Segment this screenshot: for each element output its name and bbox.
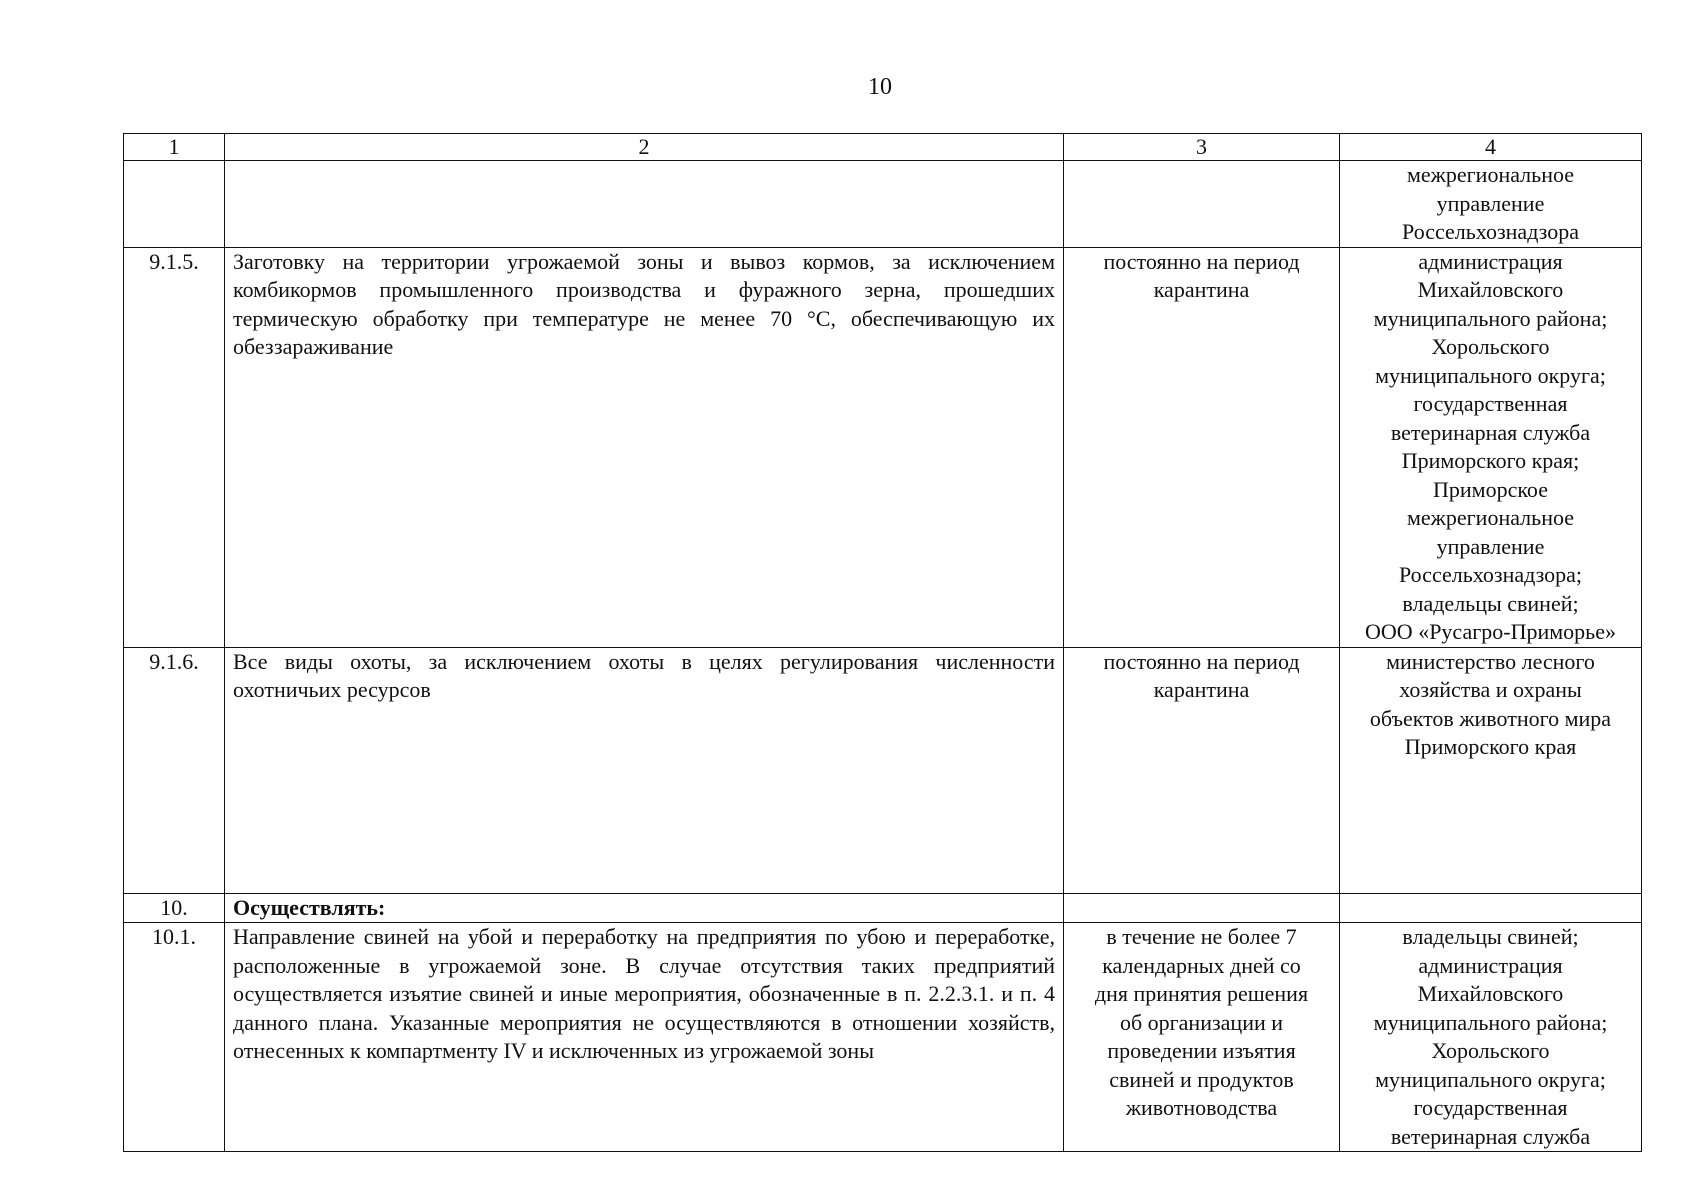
responsible-text: владельцы свиней; администрация Михайловского муниципального района; Хорольского муниципального округа; государственная ветеринарная служба: [1340, 923, 1642, 1152]
column-header-1: 1: [124, 134, 225, 161]
responsible-text: [1340, 893, 1642, 923]
item-number: [124, 161, 225, 248]
action-text: Все виды охоты, за исключением охоты в целях регулирования численности охотничьих ресурсов: [225, 647, 1064, 893]
responsible-text: администрация Михайловского муниципального района; Хорольского муниципального округа; государственная ветеринарная служба Приморского края; Приморское межрегиональное управление Россельхознадзора; владельцы свиней; ООО «Русагро-Приморье»: [1340, 247, 1642, 647]
action-text: [225, 161, 1064, 248]
column-header-4: 4: [1340, 134, 1642, 161]
page-number: 10: [868, 74, 892, 100]
term-text: постоянно на период карантина: [1064, 647, 1340, 893]
term-text: в течение не более 7 календарных дней со дня принятия решения об организации и проведении изъятия свиней и продуктов животноводства: [1064, 923, 1340, 1152]
section-title: Осуществлять:: [225, 893, 1064, 923]
column-header-2: 2: [225, 134, 1064, 161]
action-text: Направление свиней на убой и переработку на предприятия по убою и переработке, расположенные в угрожаемой зоне. В случае отсутствия таких предприятий осуществляется изъятие свиней и иные мероприятия, обозначенные в п. 2.2.3.1. и п. 4 данного плана. Указанные мероприятия не осуществляются в отношении хозяйств, отнесенных к компартменту IV и исключенных из угрожаемой зоны: [225, 923, 1064, 1152]
table-row: [124, 161, 1642, 248]
term-text: [1064, 893, 1340, 923]
item-number: 10.1.: [124, 923, 225, 1152]
responsible-text: межрегиональное управление Россельхознадзора: [1340, 161, 1642, 248]
column-header-3: 3: [1064, 134, 1340, 161]
table-header-row: [124, 134, 1642, 161]
action-plan-table: [123, 133, 1642, 1152]
action-text: Заготовку на территории угрожаемой зоны и вывоз кормов, за исключением комбикормов промышленного производства и фуражного зерна, прошедших термическую обработку при температуре не менее 70 °С, обеспечивающую их обеззараживание: [225, 247, 1064, 647]
section-header-row: [124, 893, 1642, 923]
table-row: [124, 647, 1642, 893]
item-number: 9.1.6.: [124, 647, 225, 893]
table-row: [124, 247, 1642, 647]
term-text: [1064, 161, 1340, 248]
responsible-text: министерство лесного хозяйства и охраны объектов животного мира Приморского края: [1340, 647, 1642, 893]
term-text: постоянно на период карантина: [1064, 247, 1340, 647]
table-row: [124, 923, 1642, 1152]
section-number: 10.: [124, 893, 225, 923]
item-number: 9.1.5.: [124, 247, 225, 647]
